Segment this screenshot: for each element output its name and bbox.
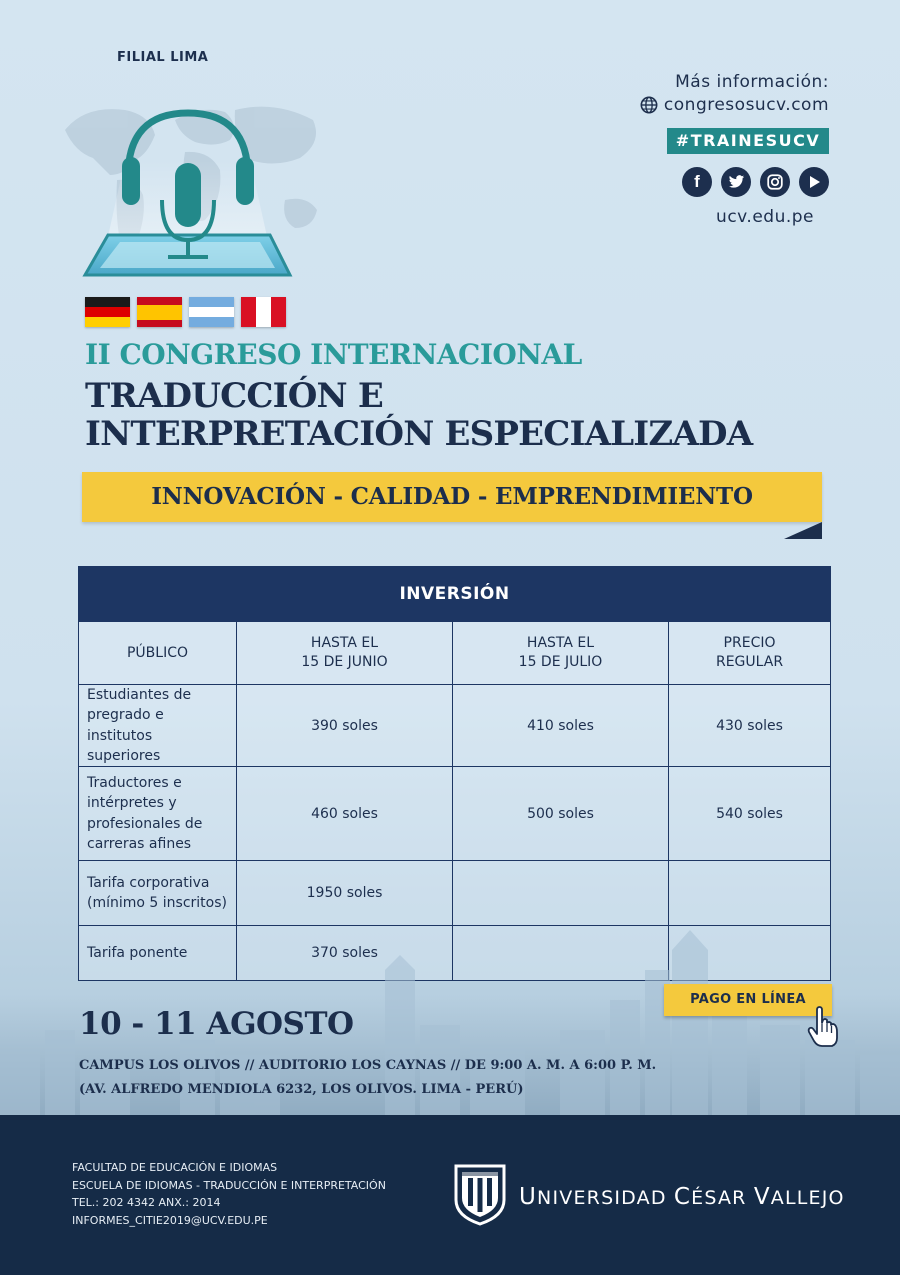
title-line-1: TRADUCCIÓN E — [85, 376, 383, 416]
flag-germany — [85, 297, 130, 327]
flag-stripe — [85, 307, 130, 317]
header-regular: PRECIO REGULAR — [669, 622, 831, 685]
more-info-label: Más información: — [675, 72, 829, 92]
flag-stripe — [137, 320, 182, 328]
university-name: UNIVERSIDAD CÉSAR VALLEJO — [519, 1184, 845, 1210]
venue-line-2: (AV. ALFREDO MENDIOLA 6232, LOS OLIVOS. LIMA - PERÚ) — [79, 1082, 524, 1097]
row-label: Tarifa corporativa (mínimo 5 inscritos) — [79, 861, 237, 926]
tagline-banner — [82, 472, 822, 522]
flag-stripe — [256, 297, 271, 327]
more-info-block — [640, 72, 829, 115]
ucv-shield-logo — [454, 1164, 506, 1226]
website-link[interactable] — [640, 95, 829, 115]
faculty-name: FACULTAD DE EDUCACIÓN E IDIOMAS — [72, 1161, 278, 1174]
price-july — [453, 861, 669, 926]
table-row — [79, 861, 831, 926]
email[interactable]: INFORMES_CITIE2019@UCV.EDU.PE — [72, 1213, 268, 1227]
flag-peru — [241, 297, 286, 327]
tagline-text: INNOVACIÓN - CALIDAD - EMPRENDIMIENTO — [151, 483, 753, 510]
flag-stripe — [85, 297, 130, 307]
venue-line-1: CAMPUS LOS OLIVOS // AUDITORIO LOS CAYNAS // DE 9:00 A. M. A 6:00 P. M. — [79, 1058, 657, 1073]
school-name: ESCUELA DE IDIOMAS - TRADUCCIÓN E INTERPRETACIÓN — [72, 1178, 386, 1192]
price-regular — [669, 861, 831, 926]
youtube-icon[interactable] — [799, 167, 829, 197]
twitter-bird-icon — [728, 175, 745, 189]
table-row — [79, 767, 831, 861]
instagram-icon[interactable] — [760, 167, 790, 197]
flags-row — [85, 297, 286, 327]
twitter-icon[interactable] — [721, 167, 751, 197]
contact-info — [72, 1159, 386, 1229]
branch-label: FILIAL LIMA — [117, 50, 209, 65]
price-june: 370 soles — [237, 926, 453, 981]
event-venue — [79, 1054, 656, 1102]
social-icons — [682, 167, 829, 197]
flag-stripe — [137, 305, 182, 313]
flag-argentina — [189, 297, 234, 327]
pricing-header-row — [79, 622, 831, 685]
flag-stripe — [137, 297, 182, 305]
price-june: 390 soles — [237, 685, 453, 767]
flag-stripe — [189, 307, 234, 317]
congress-subtitle: II CONGRESO INTERNACIONAL — [85, 338, 582, 371]
price-july: 410 soles — [453, 685, 669, 767]
ucv-url[interactable]: ucv.edu.pe — [716, 207, 814, 227]
pricing-table — [78, 566, 831, 981]
phone: TEL.: 202 4342 ANX.: 2014 — [72, 1196, 221, 1209]
flag-stripe — [137, 312, 182, 320]
website-text: congresosucv.com — [663, 95, 829, 115]
instagram-camera-icon — [767, 174, 783, 190]
flag-spain — [137, 297, 182, 327]
title-line-2: INTERPRETACIÓN ESPECIALIZADA — [85, 414, 753, 455]
row-label: Estudiantes de pregrado e institutos superiores — [79, 685, 237, 767]
price-june: 460 soles — [237, 767, 453, 861]
banner-fold — [784, 522, 822, 539]
table-row — [79, 685, 831, 767]
congress-title — [85, 377, 752, 453]
flag-stripe — [189, 297, 234, 307]
row-label: Tarifa ponente — [79, 926, 237, 981]
globe-icon — [640, 96, 658, 114]
price-july: 500 soles — [453, 767, 669, 861]
flag-stripe — [85, 317, 130, 327]
header-july: HASTA EL 15 DE JULIO — [453, 622, 669, 685]
pointer-hand-icon — [806, 1006, 840, 1048]
online-payment-button[interactable]: PAGO EN LÍNEA — [664, 984, 832, 1016]
row-label: Traductores e intérpretes y profesionales de carreras afines — [79, 767, 237, 861]
flag-stripe — [241, 297, 256, 327]
pricing-caption: INVERSIÓN — [79, 567, 831, 622]
facebook-icon[interactable]: f — [682, 167, 712, 197]
price-regular: 430 soles — [669, 685, 831, 767]
price-june: 1950 soles — [237, 861, 453, 926]
flag-stripe — [189, 317, 234, 327]
header-publico: PÚBLICO — [79, 622, 237, 685]
header-june: HASTA EL 15 DE JUNIO — [237, 622, 453, 685]
headset-microphone-illustration — [80, 105, 295, 280]
play-icon — [807, 175, 821, 189]
hashtag-badge: #TRAINESUCV — [667, 128, 829, 154]
price-regular: 540 soles — [669, 767, 831, 861]
flag-stripe — [271, 297, 286, 327]
event-date: 10 - 11 AGOSTO — [79, 1006, 354, 1042]
